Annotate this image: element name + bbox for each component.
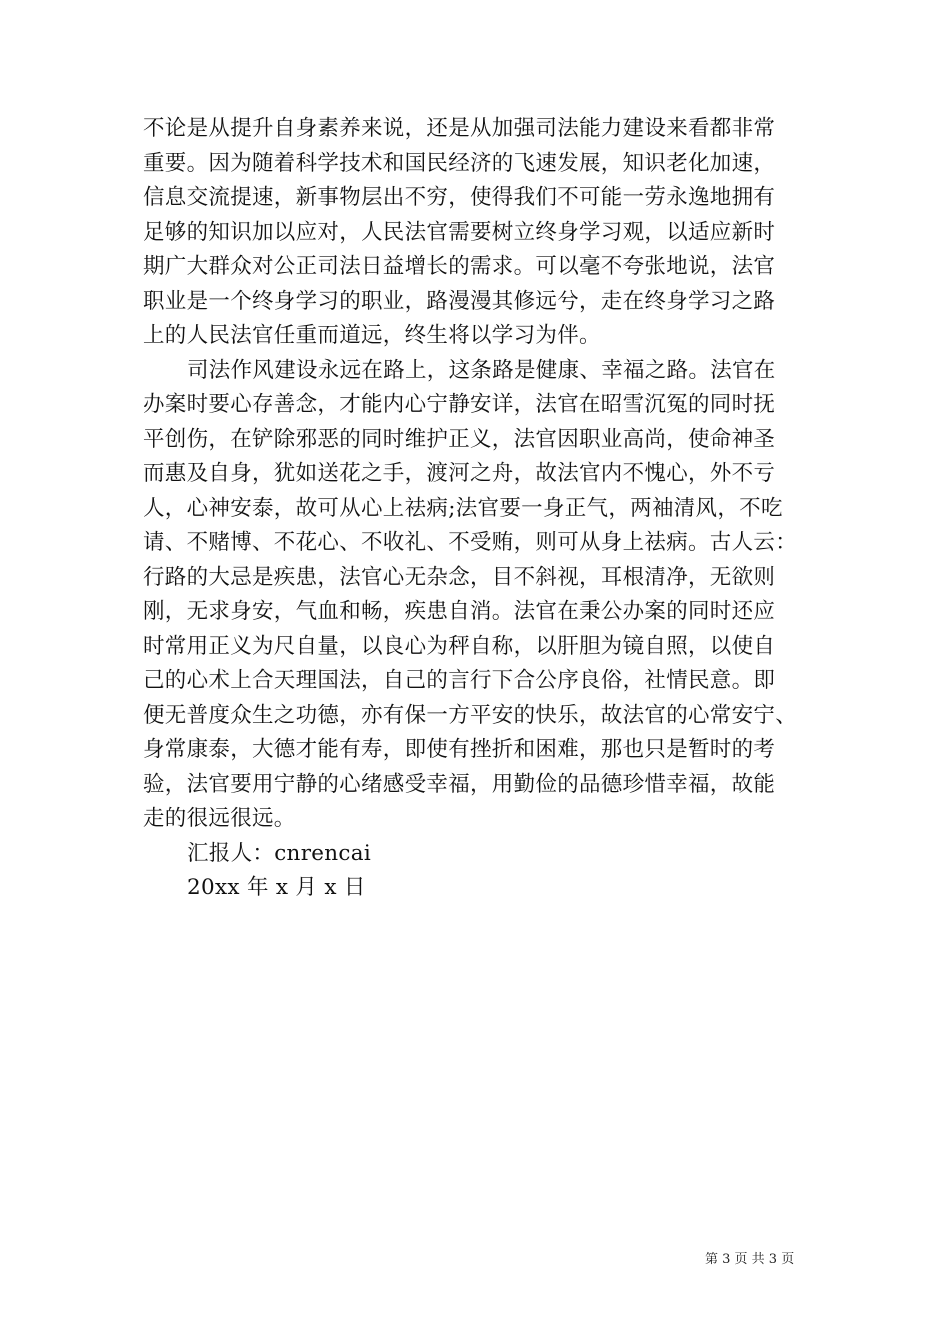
paragraph-line: 上的人民法官任重而道远，终生将以学习为伴。 xyxy=(143,323,601,348)
paragraph-line: 走的很远很远。 xyxy=(143,806,296,831)
paragraph-line: 重要。因为随着科学技术和国民经济的飞速发展，知识老化加速， xyxy=(143,150,776,176)
paragraph-line: 足够的知识加以应对，人民法官需要树立终身学习观，以适应新时 xyxy=(143,219,776,245)
paragraph-line: 时常用正义为尺自量，以良心为秤自称，以肝胆为镜自照，以使自 xyxy=(143,633,776,659)
paragraph-line: 而惠及自身，犹如送花之手，渡河之舟，故法官内不愧心，外不亏 xyxy=(143,461,776,486)
paragraph-line: 职业是一个终身学习的职业，路漫漫其修远兮，走在终身学习之路 xyxy=(143,288,776,314)
date-line: 20xx 年 x 月 x 日 xyxy=(187,875,366,900)
paragraph-line: 行路的大忌是疾患，法官心无杂念，目不斜视，耳根清净，无欲则 xyxy=(143,564,776,590)
paragraph-line: 身常康泰，大德才能有寿，即使有挫折和困难，那也只是暂时的考 xyxy=(143,737,776,762)
paragraph-line: 请、不赌博、不花心、不收礼、不受贿，则可从身上祛病。古人云： xyxy=(143,530,798,555)
paragraph-line: 刚，无求身安，气血和畅，疾患自消。法官在秉公办案的同时还应 xyxy=(143,599,776,624)
paragraph-2 xyxy=(143,354,843,837)
paragraph-line: 平创伤，在铲除邪恶的同时维护正义，法官因职业高尚，使命神圣 xyxy=(143,426,776,452)
paragraph-1 xyxy=(143,112,843,354)
paragraph-line: 司法作风建设永远在路上，这条路是健康、幸福之路。法官在 xyxy=(187,357,776,383)
paragraph-line: 期广大群众对公正司法日益增长的需求。可以毫不夸张地说，法官 xyxy=(143,254,776,279)
page-number-footer: 第 3 页 共 3 页 xyxy=(705,1252,795,1267)
document-body xyxy=(143,112,843,906)
paragraph-line: 己的心术上合天理国法，自己的言行下合公序良俗，社情民意。即 xyxy=(143,668,776,693)
paragraph-line: 不论是从提升自身素养来说，还是从加强司法能力建设来看都非常 xyxy=(143,116,776,141)
paragraph-line: 便无普度众生之功德，亦有保一方平安的快乐，故法官的心常安宁、 xyxy=(143,702,798,728)
reporter-line: 汇报人：cnrencai xyxy=(187,840,372,866)
paragraph-line: 人，心神安泰，故可从心上祛病;法官要一身正气，两袖清风，不吃 xyxy=(143,495,783,521)
paragraph-line: 办案时要心存善念，才能内心宁静安详，法官在昭雪沉冤的同时抚 xyxy=(143,392,776,417)
paragraph-line: 验，法官要用宁静的心绪感受幸福，用勤俭的品德珍惜幸福，故能 xyxy=(143,771,776,797)
paragraph-line: 信息交流提速，新事物层出不穷，使得我们不可能一劳永逸地拥有 xyxy=(143,185,776,210)
